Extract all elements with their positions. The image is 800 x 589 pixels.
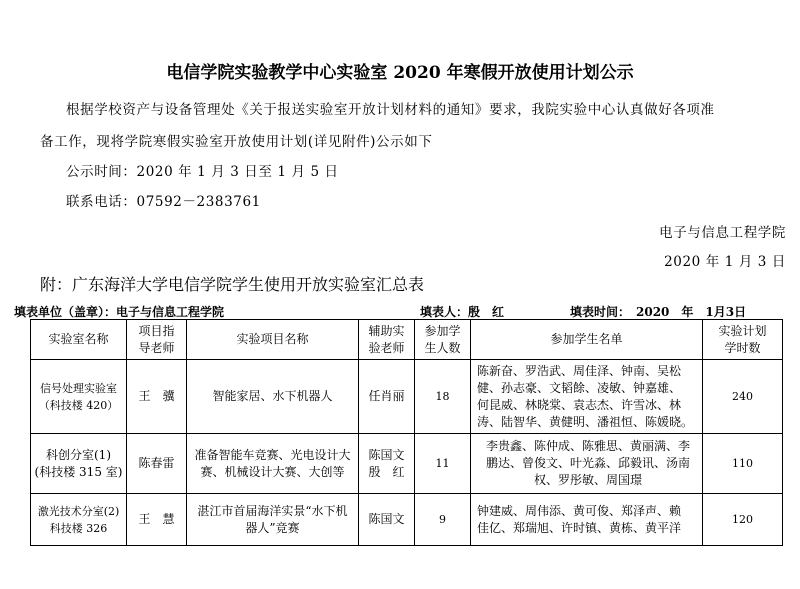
fill-person: 填表人：殷 红 <box>420 305 505 319</box>
cell-student-list: 钟建威、周伟添、黄可俊、郑泽声、赖 佳亿、郑瑞旭、许时镇、黄栋、黄平洋 <box>471 494 703 546</box>
page-title: 电信学院实验教学中心实验室 2020 年寒假开放使用计划公示 <box>166 63 634 83</box>
cell-student-list: 陈新奋、罗浩武、周佳泽、钟南、吴松 健、孙志豪、文韬餘、凌敏、钟嘉雄、 何昆威、林晓棠、袁志杰、许雪冰、林 涛、陆智华、黄健明、潘祖恒、陈媛晓。 <box>471 360 703 434</box>
fill-date: 填表时间： 2020 年 1月3日 <box>570 305 747 319</box>
signature-date: 2020 年 1 月 3 日 <box>664 254 786 270</box>
table-row <box>31 434 783 494</box>
fill-unit: 填表单位（盖章）：电子与信息工程学院 <box>14 305 225 319</box>
cell-planned-hours: 240 <box>703 360 783 434</box>
cell-project: 智能家居、水下机器人 <box>187 360 359 434</box>
header-student-list: 参加学生名单 <box>471 320 703 360</box>
table-row <box>31 494 783 546</box>
cell-planned-hours: 120 <box>703 494 783 546</box>
cell-lab-name: 信号处理实验室 （科技楼 420） <box>31 360 127 434</box>
intro-paragraph-line-2: 备工作，现将学院寒假实验室开放使用计划(详见附件)公示如下 <box>40 134 433 150</box>
notice-time: 公示时间：2020 年 1 月 3 日至 1 月 5 日 <box>66 164 339 180</box>
header-planned-hours: 实验计划 学时数 <box>703 320 783 360</box>
contact-phone: 联系电话：07592－2383761 <box>66 194 261 210</box>
lab-summary-table <box>30 319 783 546</box>
header-advisor: 项目指 导老师 <box>127 320 187 360</box>
header-lab-name: 实验室名称 <box>31 320 127 360</box>
header-student-count: 参加学 生人数 <box>415 320 471 360</box>
cell-project: 准备智能车竞赛、光电设计大 赛、机械设计大赛、大创等 <box>187 434 359 494</box>
cell-student-count: 18 <box>415 360 471 434</box>
header-project: 实验项目名称 <box>187 320 359 360</box>
cell-assistant: 陈国文 殷 红 <box>359 434 415 494</box>
annex-title: 附：广东海洋大学电信学院学生使用开放实验室汇总表 <box>40 275 425 294</box>
header-assistant: 辅助实 验老师 <box>359 320 415 360</box>
cell-advisor: 王 骥 <box>127 360 187 434</box>
table-row <box>31 360 783 434</box>
cell-lab-name: 激光技术分室(2) 科技楼 326 <box>31 494 127 546</box>
signature-org: 电子与信息工程学院 <box>659 225 786 241</box>
cell-lab-name: 科创分室(1) (科技楼 315 室) <box>31 434 127 494</box>
cell-student-count: 11 <box>415 434 471 494</box>
cell-assistant: 任肖丽 <box>359 360 415 434</box>
cell-student-list: 李贵鑫、陈仲成、陈雅思、黄丽满、李 鹏达、曾俊文、叶光淼、邱毅讯、汤南 权、罗彤敏、周国璟 <box>471 434 703 494</box>
table-header-row <box>31 320 783 360</box>
cell-project: 湛江市首届海洋实景“水下机 器人”竞赛 <box>187 494 359 546</box>
cell-advisor: 陈春雷 <box>127 434 187 494</box>
cell-planned-hours: 110 <box>703 434 783 494</box>
cell-student-count: 9 <box>415 494 471 546</box>
cell-advisor: 王 慧 <box>127 494 187 546</box>
cell-assistant: 陈国文 <box>359 494 415 546</box>
intro-paragraph-line-1: 根据学校资产与设备管理处《关于报送实验室开放计划材料的通知》要求，我院实验中心认真做好各项准 <box>66 102 715 118</box>
